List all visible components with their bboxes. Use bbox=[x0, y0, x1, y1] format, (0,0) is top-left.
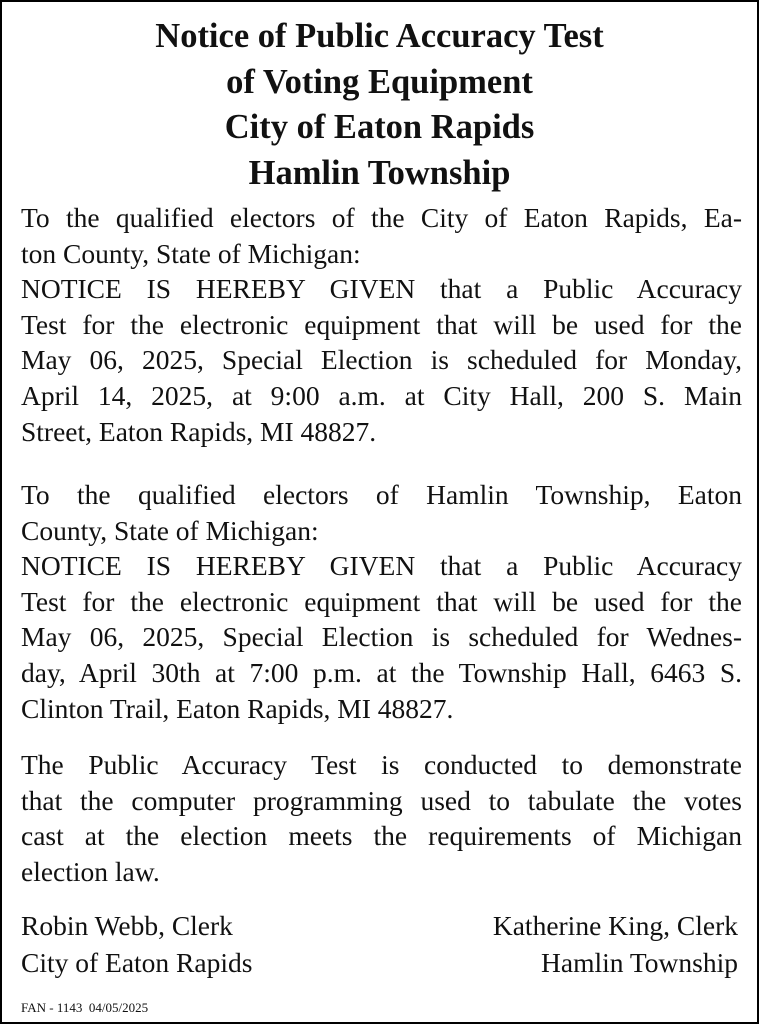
paragraph-line: day, April 30th at 7:00 p.m. at the Township Hall, 6463 S. bbox=[21, 656, 742, 688]
title-line: Notice of Public Accuracy Test bbox=[155, 17, 604, 55]
title-line: of Voting Equipment bbox=[226, 62, 533, 101]
paragraph-line: To the qualified electors of the City of Eaton Rapids, Ea- bbox=[21, 202, 742, 233]
paragraph-line: NOTICE IS HEREBY GIVEN that a Public Accuracy bbox=[21, 273, 742, 305]
signature-name: Katherine King, Clerk bbox=[492, 910, 738, 941]
purpose-paragraph bbox=[21, 747, 742, 889]
paragraph-line: Test for the electronic equipment that will be used for the bbox=[21, 585, 742, 617]
paragraph-line: Test for the electronic equipment that will be used for the bbox=[21, 308, 742, 340]
signature-name: Robin Webb, Clerk bbox=[21, 910, 233, 941]
signature-entity: City of Eaton Rapids bbox=[21, 947, 253, 978]
paragraph-line: election law. bbox=[21, 855, 160, 887]
paragraph-line: cast at the election meets the requirements of Michigan bbox=[21, 820, 742, 852]
township-clerk-signature bbox=[493, 907, 738, 981]
publication-footer: FAN - 1143 04/05/2025 bbox=[21, 1000, 149, 1015]
title-line: Hamlin Township bbox=[248, 153, 511, 192]
paragraph-line: that the computer programming used to tabulate the votes bbox=[21, 784, 742, 816]
paragraph-line: Clinton Trail, Eaton Rapids, MI 48827. bbox=[21, 692, 454, 724]
paragraph-line: May 06, 2025, Special Election is scheduled for Monday, bbox=[21, 344, 742, 376]
paragraph-line: April 14, 2025, at 9:00 a.m. at City Hall, 200 S. Main bbox=[21, 379, 742, 411]
paragraph-line: The Public Accuracy Test is conducted to demonstrate bbox=[21, 749, 742, 780]
paragraph-line: ton County, State of Michigan: bbox=[21, 237, 361, 269]
notice-heading bbox=[2, 14, 757, 196]
township-notice-paragraph bbox=[21, 477, 742, 726]
signature-entity: Hamlin Township bbox=[541, 947, 738, 978]
city-notice-paragraph bbox=[21, 200, 742, 449]
paragraph-line: To the qualified electors of Hamlin Township, Eaton bbox=[21, 479, 742, 510]
paragraph-line: NOTICE IS HEREBY GIVEN that a Public Accuracy bbox=[21, 550, 742, 582]
title-line: City of Eaton Rapids bbox=[224, 108, 535, 146]
city-clerk-signature bbox=[21, 907, 252, 981]
paragraph-line: May 06, 2025, Special Election is scheduled for Wednes- bbox=[21, 621, 742, 653]
paragraph-line: County, State of Michigan: bbox=[21, 514, 319, 546]
paragraph-line: Street, Eaton Rapids, MI 48827. bbox=[21, 415, 377, 447]
